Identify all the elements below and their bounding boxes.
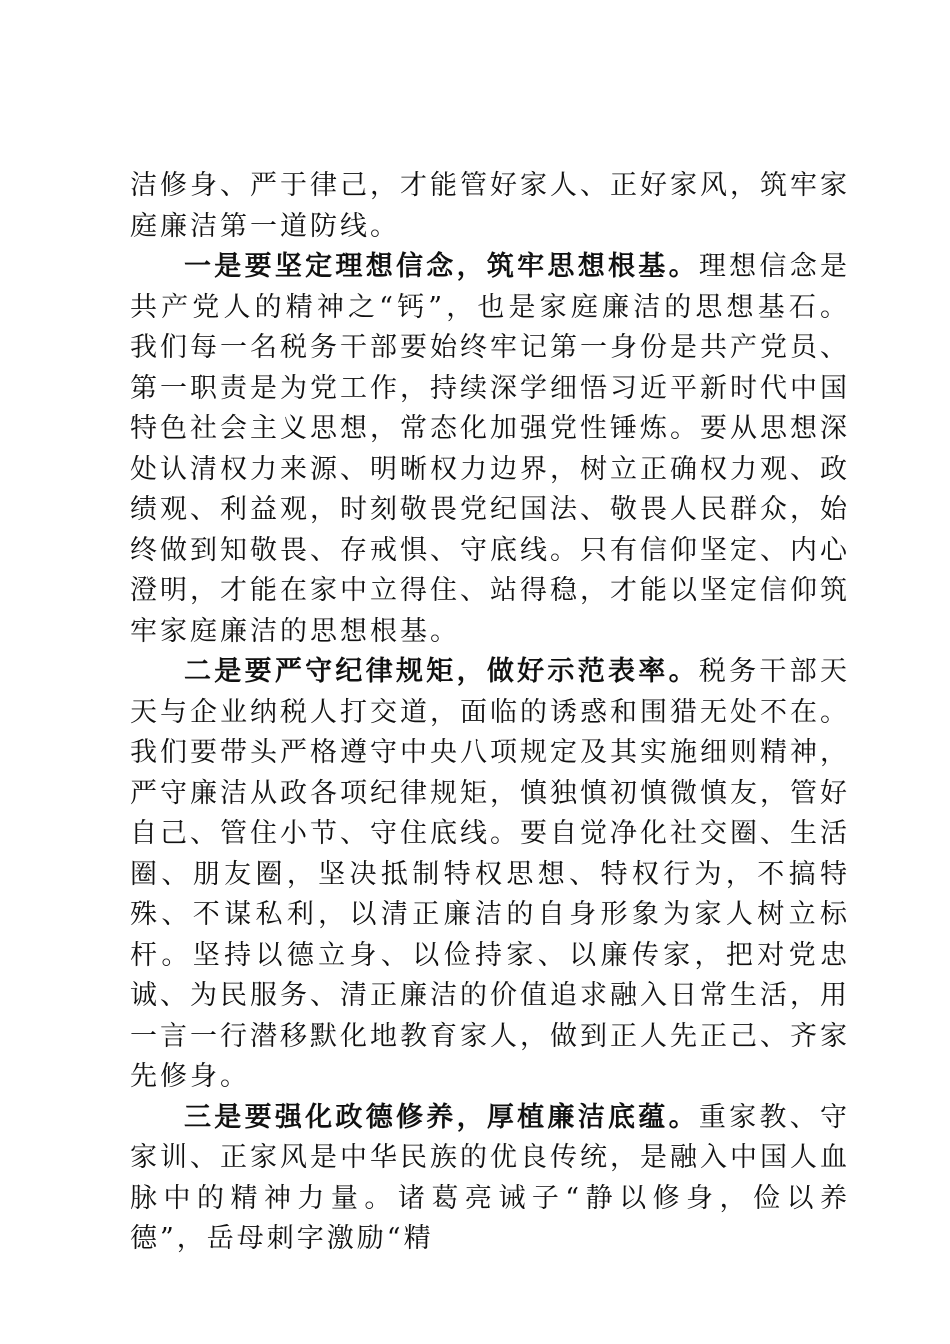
paragraph-body: 洁修身、严于律己，才能管好家人、正好家风，筑牢家庭廉洁第一道防线。 xyxy=(130,170,850,242)
paragraph-body: 理想信念是共产党人的精神之“钙”，也是家庭廉洁的思想基石。我们每一名税务干部要始终牢记第一身份是共产党员、第一职责是为党工作，持续深学细悟习近平新时代中国特色社会主义思想，常态化加强党性锤炼。要从思想深处认清权力来源、明晰权力边界，树立正确权力观、政绩观、利益观，时刻敬畏党纪国法、敬畏人民群众，始终做到知敬畏、存戒惧、守底线。只有信仰坚定、内心澄明，才能在家中立得住、站得稳，才能以坚定信仰筑牢家庭廉洁的思想根基。 xyxy=(130,251,851,647)
paragraph-point-three xyxy=(130,1098,850,1260)
paragraph-body: 税务干部天天与企业纳税人打交道，面临的诱惑和围猎无处不在。我们要带头严格遵守中央八项规定及其实施细则精神，严守廉洁从政各项纪律规矩，慎独慎初慎微慎友，管好自己、管住小节、守住底线。要自觉净化社交圈、生活圈、朋友圈，坚决抵制特权思想、特权行为，不搞特殊、不谋私利，以清正廉洁的自身形象为家人树立标杆。坚持以德立身、以俭持家、以廉传家，把对党忠诚、为民服务、清正廉洁的价值追求融入日常生活，用一言一行潜移默化地教育家人，做到正人先正己、齐家先修身。 xyxy=(130,656,851,1092)
paragraph-point-two xyxy=(130,652,850,1098)
paragraph-point-one xyxy=(130,247,850,652)
paragraph-lead: 二是要严守纪律规矩，做好示范表率。 xyxy=(184,656,699,687)
paragraph-continuation xyxy=(130,166,850,247)
document-page xyxy=(130,166,850,1260)
paragraph-body: 重家教、守家训、正家风是中华民族的优良传统，是融入中国人血脉中的精神力量。诸葛亮诫子“静以修身，俭以养德”，岳母刺字激励“精 xyxy=(130,1101,851,1254)
paragraph-lead: 一是要坚定理想信念，筑牢思想根基。 xyxy=(184,251,699,282)
paragraph-lead: 三是要强化政德修养，厚植廉洁底蕴。 xyxy=(184,1101,699,1133)
